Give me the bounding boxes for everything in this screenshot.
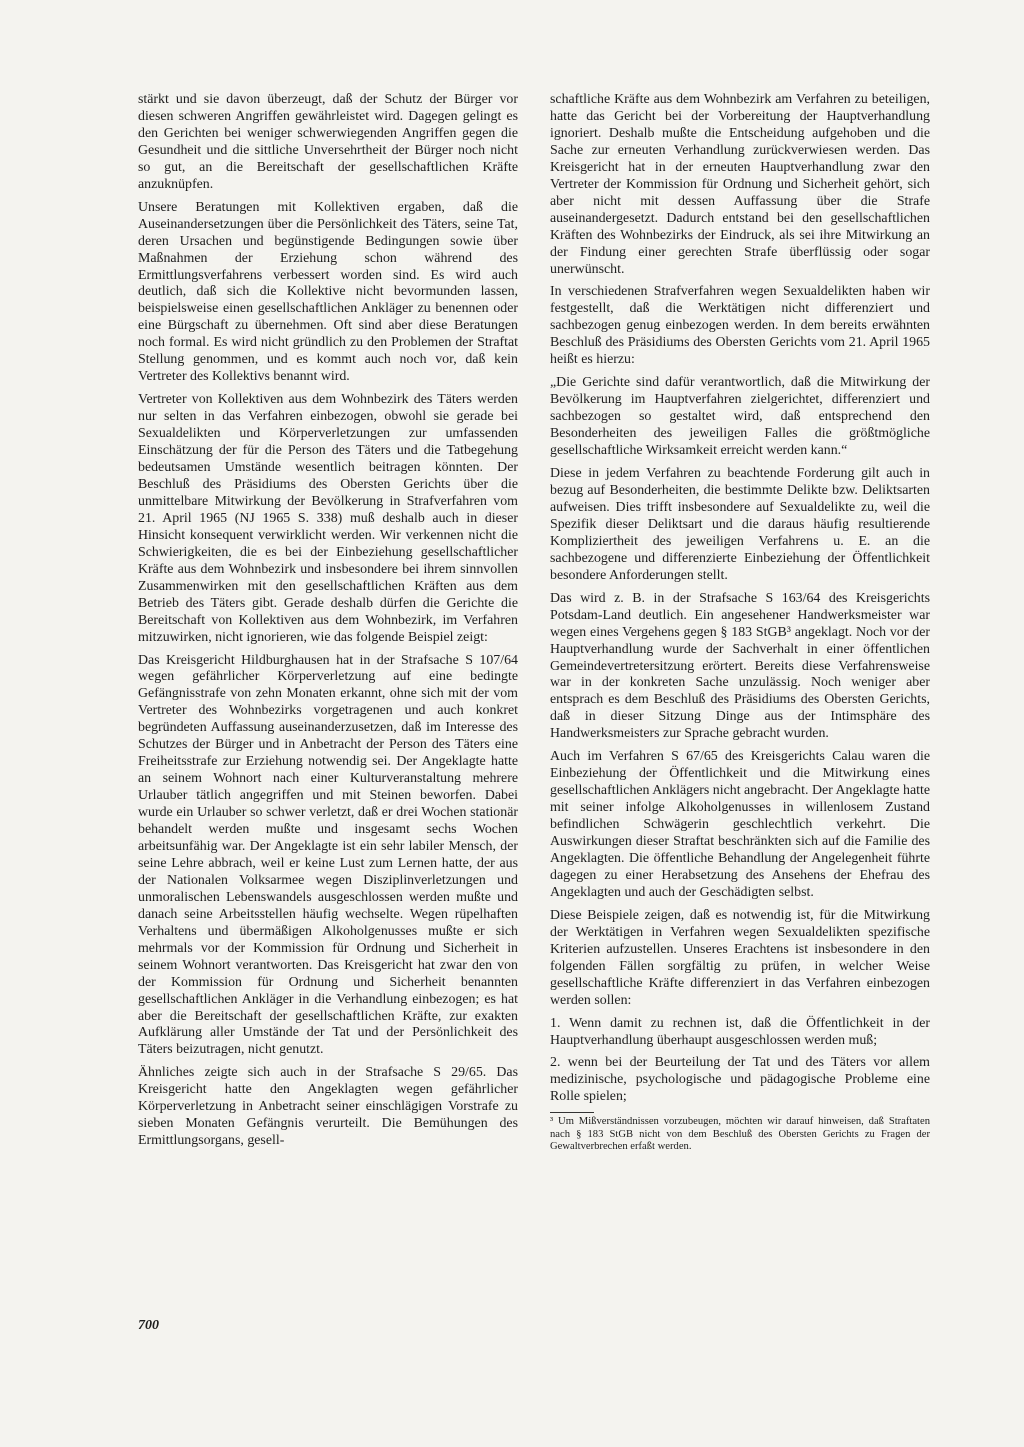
footnote-divider bbox=[550, 1112, 594, 1113]
page-number: 700 bbox=[138, 1318, 159, 1333]
paragraph: Auch im Verfahren S 67/65 des Kreisgerichts Calau waren die Einbeziehung der Öffentlichkeit und die Mitwirkung eines gesellschaftlichen Anklägers nicht angebracht. Der Angeklagte hatte mit seiner infolge Alkoholgenusses in willenlosem Zustand befindlichen Schwägerin geschlechtlich verkehrt. Die Auswirkungen dieser Straftat beschränkten sich auf die Familie des Angeklagten. Die öffentliche Behandlung der Angelegenheit führte dagegen zu einer Herabsetzung des Ansehens der Ehefrau des Angeklagten und auch der Geschädigten selbst. bbox=[550, 749, 930, 900]
paragraph: Das wird z. B. in der Strafsache S 163/64 des Kreisgerichts Potsdam-Land deutlich. Ein angesehener Handwerksmeister war wegen eines Vergehens gegen § 183 StGB³ angeklagt. Noch vor der Hauptverhandlung wurde der Sachverhalt in einer öffentlichen Gemeindevertretersitzung erörtert. Bereits diese Verfahrensweise war in der konkreten Sache unzulässig. Noch weniger aber entsprach es dem Beschluß des Präsidiums des Obersten Gerichts, daß in dieser Sitzung Dinge aus der Intimsphäre des Handwerksmeisters zur Sprache gebracht wurden. bbox=[550, 590, 930, 742]
paragraph: stärkt und sie davon überzeugt, daß der Schutz der Bürger vor diesen schweren Angriffen gewährleistet wird. Dagegen gelingt es den Gerichten bei weniger schwerwiegenden Angriffen gegen die Gesundheit und die sittliche Unversehrtheit der Bürger noch nicht so gut, an die Bereitschaft der gesellschaftlichen Kräfte anzuknüpfen. bbox=[138, 92, 518, 192]
paragraph: In verschiedenen Strafverfahren wegen Sexualdelikten haben wir festgestellt, daß die Werktätigen nicht differenziert und sachbezogen genug einbezogen werden. In dem bereits erwähnten Beschluß des Präsidiums des Obersten Gerichts vom 21. April 1965 heißt es hierzu: bbox=[550, 284, 930, 368]
right-column bbox=[550, 92, 930, 1160]
paragraph: Ähnliches zeigte sich auch in der Strafsache S 29/65. Das Kreisgericht hatte den Angeklagten wegen gefährlicher Körperverletzung in Anbetracht seiner einschlägigen Vorstrafe zu sieben Monaten Gefängnis verurteilt. Die Bemühungen des Ermittlungsorgans, gesell- bbox=[138, 1065, 518, 1149]
paragraph: Vertreter von Kollektiven aus dem Wohnbezirk des Täters werden nur selten in das Verfahren einbezogen, obwohl sie gerade bei Sexualdelikten und Körperverletzungen zur umfassenden Einschätzung der für die Person des Täters und die Tatbegehung bedeutsamen Umstände wesentlich beitragen könnten. Der Beschluß des Präsidiums des Obersten Gerichts über die unmittelbare Mitwirkung der Bevölkerung in Strafverfahren vom 21. April 1965 (NJ 1965 S. 338) muß deshalb auch in dieser Hinsicht konsequent verwirklicht werden. Wir verkennen nicht die Schwierigkeiten, die es bei der Einbeziehung gesellschaftlicher Kräfte aus dem Wohnbezirk und insbesondere bei ihrem sinnvollen Zusammenwirken mit den gesellschaftlichen Kräften aus dem Betrieb des Täters gibt. Gerade deshalb dürfen die Gerichte die Bereitschaft von Kollektiven aus dem Wohnbezirk, im Verfahren mitzuwirken, nicht ignorieren, wie das folgende Beispiel zeigt: bbox=[138, 392, 518, 645]
left-column bbox=[138, 92, 518, 1156]
footnote: ³ Um Mißverständnissen vorzubeugen, möchten wir darauf hinweisen, daß Straftaten nach § 183 StGB nicht von dem Beschluß des Obersten Gerichts zu Fragen der Gewaltverbrechen erfaßt werden. bbox=[550, 1116, 930, 1153]
paragraph: Diese Beispiele zeigen, daß es notwendig ist, für die Mitwirkung der Werktätigen in Verfahren wegen Sexualdelikten spezifische Kriterien aufzustellen. Unseres Erachtens ist insbesondere in den folgenden Fällen sorgfältig zu prüfen, in welcher Weise gesellschaftliche Kräfte differenziert in das Verfahren einbezogen werden sollen: bbox=[550, 907, 930, 1008]
block-quote: „Die Gerichte sind dafür verantwortlich, daß die Mitwirkung der Bevölkerung im Hauptverfahren zielgerichtet, differenziert und sachbezogen so gestaltet wird, daß entsprechend den Besonderheiten des jeweiligen Falles die größtmögliche gesellschaftliche Wirksamkeit erreicht werden kann.“ bbox=[550, 375, 930, 459]
paragraph: Unsere Beratungen mit Kollektiven ergaben, daß die Auseinandersetzungen über die Persönlichkeit des Täters, seine Tat, deren Ursachen und begünstigende Bedingungen sowie über Maßnahmen der Erziehung schon während des Ermittlungsverfahrens verbessert worden sind. Es wird auch deutlich, daß sich die Kollektive nicht bevormunden lassen, beispielsweise einen gesellschaftlichen Ankläger zu benennen oder eine Bürgschaft zu übernehmen. Oft sind aber diese Beratungen noch formal. Es wird nicht gründlich zu den Problemen der Straftat Stellung genommen, und es kommt auch noch vor, daß kein Vertreter des Kollektivs benannt wird. bbox=[138, 199, 518, 385]
paragraph: schaftliche Kräfte aus dem Wohnbezirk am Verfahren zu beteiligen, hatte das Gericht bei der Vorbereitung der Hauptverhandlung ignoriert. Deshalb mußte die Entscheidung aufgehoben und die Sache zur erneuten Verhandlung zurückverwiesen werden. Das Kreisgericht hat in der erneuten Hauptverhandlung zwar den Vertreter der Kommission für Ordnung und Sicherheit gehört, sich aber nicht mit dessen Auffassung über die Strafe auseinandergesetzt. Dadurch entstand bei den gesellschaftlichen Kräften des Wohnbezirks der Eindruck, als sei ihre Mitwirkung an der Findung einer gerechten Strafe überflüssig oder sogar unerwünscht. bbox=[550, 92, 930, 277]
paragraph: Das Kreisgericht Hildburghausen hat in der Strafsache S 107/64 wegen gefährlicher Körperverletzung auf eine bedingte Gefängnisstrafe von zehn Monaten erkannt, ohne sich mit der vom Vertreter des Wohnbezirks vorgetragenen und auch konkret begründeten Auffassung auseinanderzusetzen, daß im Interesse des Schutzes der Bürger und in Anbetracht der Person des Täters eine Freiheitsstrafe zur Erziehung notwendig sei. Der Angeklagte hatte an seinem Wohnort nach einer Kulturveranstaltung mehrere Urlauber tätlich angegriffen und mit Steinen beworfen. Dabei wurde ein Urlauber so schwer verletzt, daß er drei Wochen stationär behandelt werden mußte und insgesamt sechs Wochen arbeitsunfähig war. Der Angeklagte ist ein sehr labiler Mensch, der seine Lehre abbrach, weil er keine Lust zum Lernen hatte, der aus der Nationalen Volksarmee wegen Disziplinverletzungen und unmoralischen Lebenswandels ausgeschlossen werden mußte und danach seine Arbeitsstellen häufig wechselte. Wegen rüpelhaften Verhaltens und übermäßigen Alkoholgenusses mußte er sich mehrmals vor der Kommission für Ordnung und Sicherheit in seinem Wohnort verantworten. Das Kreisgericht hat zwar den von der Kommission für Ordnung und Sicherheit benannten gesellschaftlichen Ankläger in die Verhandlung einbezogen; es hat aber die Bereitschaft der gesellschaftlichen Kräfte, zur exakten Aufklärung aller Umstände der Tat und der Persönlichkeit des Täters beizutragen, nicht genutzt. bbox=[138, 652, 518, 1058]
list-item: 2. wenn bei der Beurteilung der Tat und des Täters vor allem medizinische, psychologische und pädagogische Probleme eine Rolle spielen; bbox=[550, 1055, 930, 1105]
list-item: 1. Wenn damit zu rechnen ist, daß die Öffentlichkeit in der Hauptverhandlung überhaupt ausgeschlossen werden muß; bbox=[550, 1015, 930, 1048]
paragraph: Diese in jedem Verfahren zu beachtende Forderung gilt auch in bezug auf Besonderheiten, die bestimmte Delikte bzw. Deliktsarten aufweisen. Dies trifft insbesondere auf Sexualdelikte zu, weil die Spezifik dieser Deliktsart und die daraus häufig resultierende Kompliziertheit des jeweiligen Verfahrens u. E. an die sachbezogene und differenzierte Einbeziehung der Öffentlichkeit besondere Anforderungen stellt. bbox=[550, 466, 930, 583]
